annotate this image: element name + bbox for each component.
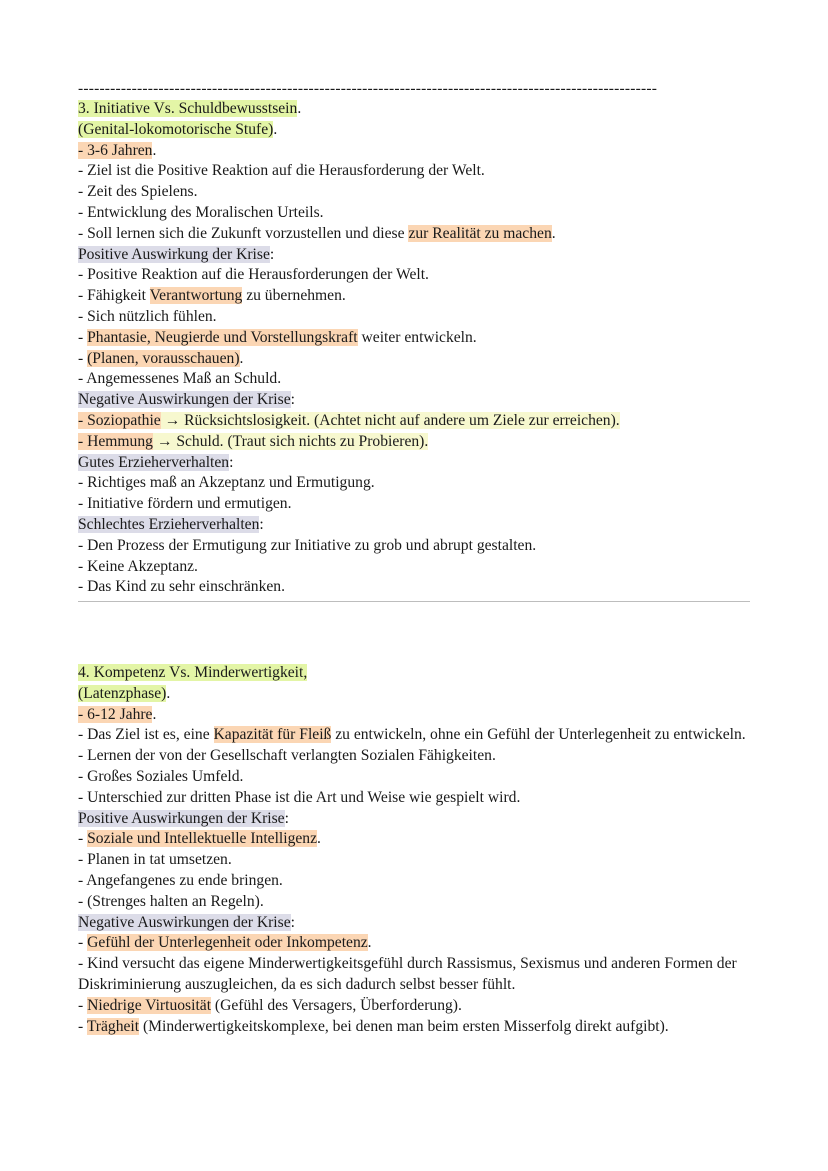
subheading-negative [78,390,758,411]
item-text: (Minderwertigkeitskomplexe, bei denen man beim ersten Misserfolg direkt aufgibt). [139,1017,669,1035]
list-item [78,996,758,1017]
heading-period: . [297,100,302,117]
subheading-colon: : [290,913,295,931]
list-item: - Keine Akzeptanz. [78,557,198,575]
age-line [78,141,758,162]
list-item: - Initiative fördern und ermutigen. [78,495,292,513]
subheading-positive [78,245,758,266]
list-item: - (Strenges halten an Regeln). [78,892,264,910]
item-text: . [551,224,556,242]
item-text: zu entwickeln, ohne ein Gefühl der Unterlegenheit zu entwickeln. [331,726,746,744]
item-highlight: Verantwortung [149,287,243,305]
item-text: - [78,934,88,952]
list-item: - Ziel ist die Positive Reaktion auf die Herausforderung der Welt. [78,162,485,180]
subheading-positive [78,809,758,830]
divider-line [78,601,750,602]
item-text: . [239,349,244,367]
heading-highlight: 4. Kompetenz Vs. Minderwertigkeit, [78,664,308,681]
item-highlight: Phantasie, Neugierde und Vorstellungskraft [87,328,358,346]
list-item: - Das Kind zu sehr einschränken. [78,578,285,596]
stage-period: . [273,120,278,138]
subheading-colon: : [229,453,234,471]
age-period: . [152,141,157,159]
list-item [78,829,758,850]
item-text: - [78,349,88,367]
list-item: - Unterschied zur dritten Phase ist die Art und Weise wie gespielt wird. [78,788,521,806]
item-highlight-secondary: → Schuld. (Traut sich nichts zu Probieren). [152,432,429,450]
item-text: - Fähigkeit [78,287,150,305]
list-item: - Großes Soziales Umfeld. [78,767,244,785]
item-text: - Das Ziel ist es, eine [78,726,214,744]
item-text: - [78,328,88,346]
list-item: - Angemessenes Maß an Schuld. [78,370,282,388]
subheading-highlight: Negative Auswirkungen der Krise [78,913,291,931]
age-highlight: - 6-12 Jahre [78,705,153,723]
list-item [78,286,758,307]
list-item [78,328,758,349]
section-heading [78,663,758,684]
list-item: - Angefangenes zu ende bringen. [78,871,283,889]
stage-highlight: (Latenzphase) [78,684,167,702]
subheading-highlight: Negative Auswirkungen der Krise [78,391,291,409]
subheading-colon: : [284,809,289,827]
age-line [78,705,758,726]
item-text: zu übernehmen. [242,287,346,305]
subheading-colon: : [290,391,295,409]
item-text: - [78,830,88,848]
list-item [78,411,758,432]
stage-highlight: (Genital-lokomotorische Stufe) [78,120,274,138]
item-highlight-secondary: → Rücksichtslosigkeit. (Achtet nicht auf andere um Ziele zur erreichen). [160,411,620,429]
section-initiative [78,99,758,598]
list-item: - Lernen der von der Gesellschaft verlangten Sozialen Fähigkeiten. [78,747,496,765]
list-item: - Richtiges maß an Akzeptanz und Ermutigung. [78,474,375,492]
list-item: - Entwicklung des Moralischen Urteils. [78,203,324,221]
dashed-separator: ------------------------------------------------------------------------------------------------------------ [78,80,658,97]
stage-line [78,684,758,705]
item-highlight: Gefühl der Unterlegenheit oder Inkompetenz [87,934,368,952]
stage-period: . [166,684,171,702]
subheading-negative [78,913,758,934]
list-item: - Sich nützlich fühlen. [78,307,217,325]
section-competence [78,663,758,1037]
subheading-good [78,453,758,474]
item-text: - [78,1017,87,1035]
list-item [78,432,758,453]
list-item [78,1017,758,1038]
list-item [78,224,758,245]
item-highlight: Trägheit [86,1017,140,1035]
item-highlight: - Soziopathie [78,411,161,429]
age-period: . [152,705,157,723]
subheading-highlight: Gutes Erzieherverhalten [78,453,230,471]
heading-highlight: 3. Initiative Vs. Schuldbewusstsein [78,100,298,117]
item-text: weiter entwickeln. [357,328,477,346]
list-item: - Positive Reaktion auf die Herausforderungen der Welt. [78,266,429,284]
subheading-highlight: Positive Auswirkungen der Krise [78,809,285,827]
item-highlight: Niedrige Virtuosität [87,996,212,1014]
item-highlight: (Planen, vorausschauen) [87,349,240,367]
item-text: - Soll lernen sich die Zukunft vorzustellen und diese [78,224,409,242]
section-heading [78,99,758,120]
item-text: . [317,830,321,848]
list-item [78,933,758,954]
list-item [78,725,758,746]
item-text: - [78,996,88,1014]
age-highlight: - 3-6 Jahren [78,141,153,159]
subheading-colon: : [259,515,264,533]
list-item: - Kind versucht das eigene Minderwertigkeitsgefühl durch Rassismus, Sexismus und anderen Formen der Diskriminierung auszugleichen, da es sich dadurch selbst besser fühlt. [78,955,737,993]
subheading-highlight: Schlechtes Erzieherverhalten [78,515,260,533]
item-highlight: Kapazität für Fleiß [213,726,332,744]
stage-line [78,120,758,141]
item-highlight: Soziale und Intellektuelle Intelligenz [87,830,318,848]
list-item [78,349,758,370]
item-highlight: zur Realität zu machen [408,224,552,242]
list-item: - Den Prozess der Ermutigung zur Initiative zu grob und abrupt gestalten. [78,536,537,554]
item-text: (Gefühl des Versagers, Überforderung). [211,996,462,1014]
subheading-bad [78,515,758,536]
list-item: - Zeit des Spielens. [78,183,198,201]
item-highlight: - Hemmung [78,432,153,450]
subheading-colon: : [269,245,275,263]
item-text: . [367,934,372,952]
subheading-highlight: Positive Auswirkung der Krise [78,245,270,263]
list-item: - Planen in tat umsetzen. [78,851,232,869]
